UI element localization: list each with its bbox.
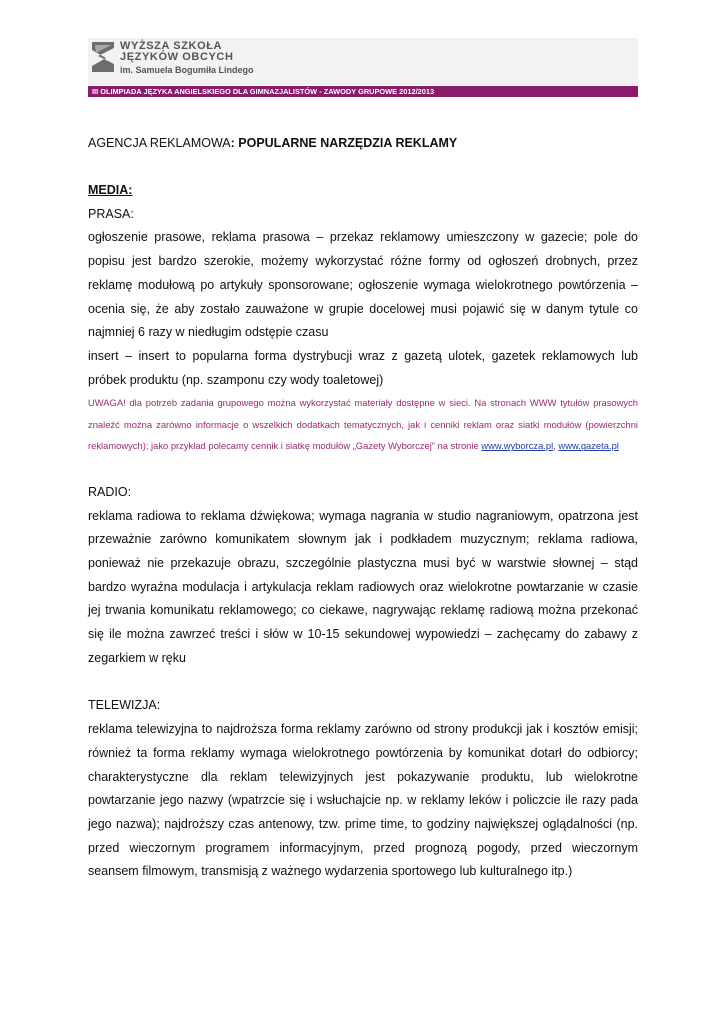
link-separator: , [553, 440, 559, 452]
radio-paragraph: reklama radiowa to reklama dźwiękowa; wymaga nagrania w studio nagraniowym, opatrzona jest przeważnie zarówno komunikatem słownym jak i podkładem muzycznym; reklama radiowa, ponieważ nie przekazuje obrazu, szczególnie plastyczna musi być w warstwie słownej – stąd bardzo wyraźna modulacja i artykulacja reklam radiowych oraz wielokrotne powtarzanie w czasie jej trwania komunikatu reklamowego; co ciekawe, nagrywając reklamę radiową można przekonać się ile można zawrzeć treści i słów w 10-15 sekundowej wypowiedzi – zachęcamy do zabawy z zegarkiem w ręku [88, 508, 638, 665]
title-prefix: AGENCJA REKLAMOWA [88, 136, 231, 150]
link-gazeta[interactable]: www.gazeta.pl [558, 440, 619, 452]
school-logo-icon [92, 42, 114, 72]
title-bold: : POPULARNE NARZĘDZIA REKLAMY [230, 136, 458, 150]
spacer [88, 457, 638, 481]
telewizja-heading: TELEWIZJA: [88, 698, 161, 713]
document-body [88, 131, 638, 884]
prasa-note [88, 392, 638, 457]
olympiad-banner: III OLIMPIADA JĘZYKA ANGIELSKIEGO DLA GIMNAZJALISTÓW - ZAWODY GRUPOWE 2012/2013 [88, 86, 638, 97]
note-text: UWAGA! dla potrzeb zadania grupowego można wykorzystać materiały dostępne w sieci. Na stronach WWW tytułów prasowych znaleźć można zarówno informacje o wszelkich dodatkach tematycznych, jak i cenniki reklam oraz siatki modułów (powierzchni reklamowych); jako przykład polecamy cennik i siatkę modułów „Gazety Wyborczej” na stronie [88, 397, 638, 452]
logo-line-1: WYŻSZA SZKOŁA [120, 40, 223, 52]
prasa-paragraph-2: insert – insert to popularna forma dystrybucji wraz z gazetą ulotek, gazetek reklamowych lub próbek produktu (np. szamponu czy wody toaletowej) [88, 348, 638, 387]
link-wyborcza[interactable]: www.wyborcza.pl [481, 440, 554, 452]
spacer [88, 155, 638, 179]
header-logo-area [88, 38, 638, 85]
document-title [88, 131, 638, 155]
prasa-paragraph-1: ogłoszenie prasowe, reklama prasowa – przekaz reklamowy umieszczony w gazecie; pole do popisu jest bardzo szerokie, możemy wykorzystać różne formy od ogłoszeń drobnych, przez reklamę modułową po artykuły sponsorowane; ogłoszenie wymaga wielokrotnego powtórzenia – ocenia się, że aby zostało zauważone w grupie docelowej musi pojawić się w danym tytule co najmniej 6 razy w niedługim odstępie czasu [88, 230, 638, 340]
logo-line-2: JĘZYKÓW OBCYCH [120, 51, 234, 63]
spacer [88, 670, 638, 694]
prasa-heading: PRASA: [88, 206, 134, 221]
telewizja-paragraph: reklama telewizyjna to najdroższa forma reklamy zarówno od strony produkcji jak i kosztów emisji; również ta forma reklamy wymaga wielokrotnego powtórzenia by komunikat dotarł do odbiorcy; charakterystyczne dla reklam telewizyjnych jest pokazywanie produktu, lub wielokrotne powtarzanie jego nazwy (wpatrzcie się i wsłuchajcie np. w reklamy leków i policzcie ile razy pada jego nazwa); najdroższy czas antenowy, tzw. prime time, to godziny największej oglądalności (np. przed wieczornym programem informacyjnym, przed prognozą pogody, przed wieczornym seansem filmowym, transmisją z ważnego wydarzenia sportowego lub kulturalnego itp.) [88, 722, 638, 879]
school-logo-text [120, 41, 254, 76]
media-heading: MEDIA: [88, 183, 133, 197]
logo-line-3: im. Samuela Bogumiła Lindego [120, 65, 254, 75]
radio-heading: RADIO: [88, 484, 132, 499]
